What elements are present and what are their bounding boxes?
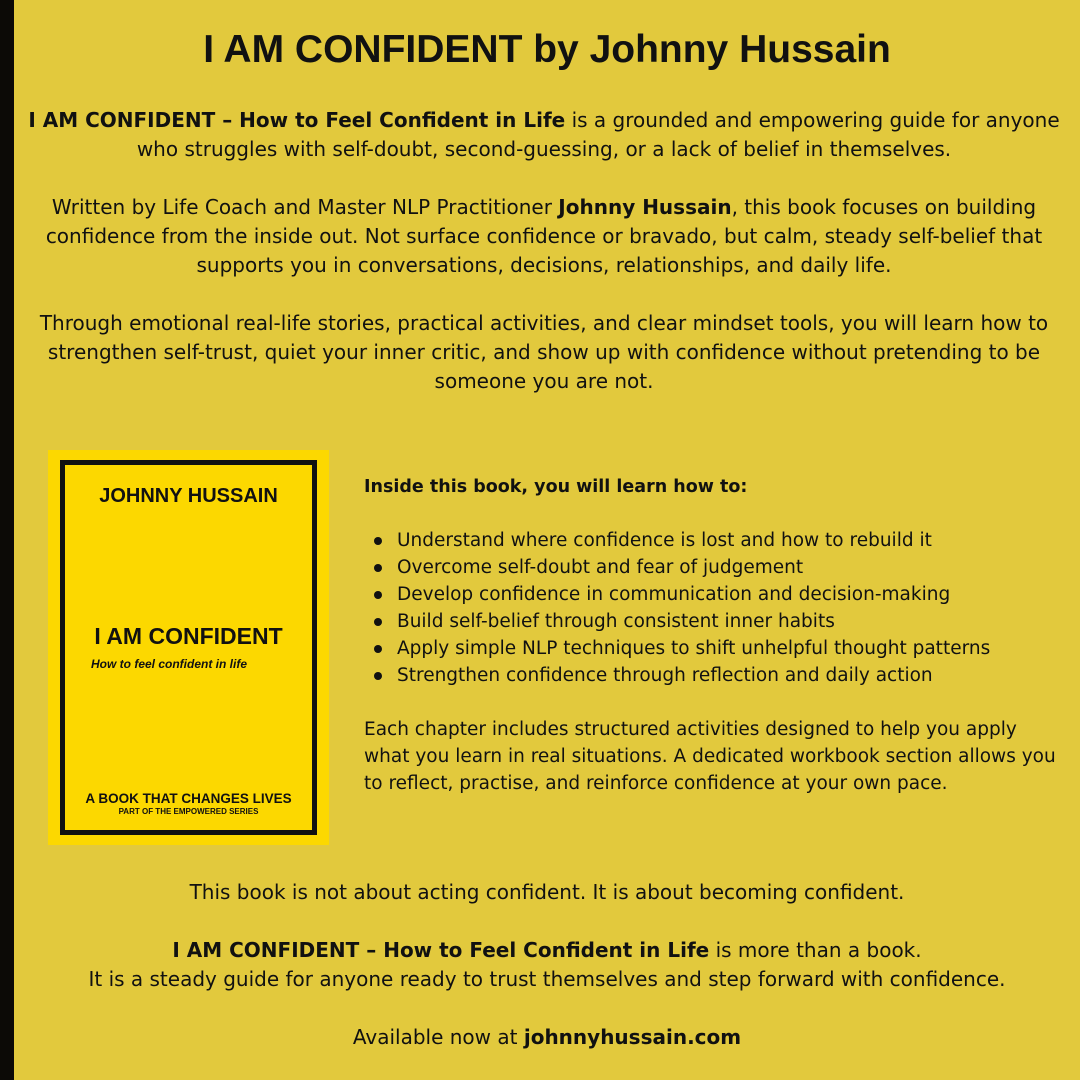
learn-list xyxy=(364,527,1064,689)
bullet-dot-icon xyxy=(374,672,382,680)
learn-section xyxy=(364,474,1064,689)
author-paragraph xyxy=(28,193,1060,280)
learn-item-text: Apply simple NLP techniques to shift unhelpful thought patterns xyxy=(397,638,991,659)
bullet-dot-icon xyxy=(374,645,382,653)
book-cover-frame xyxy=(60,460,317,835)
intro-paragraph xyxy=(28,106,1060,164)
closing-statement: This book is not about acting confident. It is about becoming confident. xyxy=(189,880,905,904)
intro-book-title: I AM CONFIDENT – How to Feel Confident in Life xyxy=(28,108,566,132)
learn-item-text: Strengthen confidence through reflection and daily action xyxy=(397,665,933,686)
learn-item-text: Overcome self-doubt and fear of judgement xyxy=(397,557,804,578)
cover-series: PART OF THE EMPOWERED SERIES xyxy=(118,807,259,816)
learn-item-text: Develop confidence in communication and decision-making xyxy=(397,584,951,605)
book-cover xyxy=(48,450,329,845)
stories-paragraph: Through emotional real-life stories, practical activities, and clear mindset tools, you will learn how to strengthen self-trust, quiet your inner critic, and show up with confidence without pretending to be someone you are not. xyxy=(39,311,1049,393)
learn-list-item xyxy=(364,527,1064,554)
learn-list-item xyxy=(364,635,1064,662)
intro-text: is a grounded and empowering guide for anyone who struggles with self-doubt, second-guessing, or a lack of belief in themselves. xyxy=(136,108,1060,161)
available-prefix: Available now at xyxy=(352,1025,524,1049)
bullet-dot-icon xyxy=(374,537,382,545)
learn-list-item xyxy=(364,662,1064,689)
availability-line xyxy=(14,1023,1080,1052)
cover-title: I AM CONFIDENT xyxy=(94,623,283,649)
author-para-before: Written by Life Coach and Master NLP Practitioner xyxy=(51,195,559,219)
learn-list-item xyxy=(364,581,1064,608)
closing-line2-rest: is more than a book. xyxy=(709,938,922,962)
left-edge-strip xyxy=(0,0,14,1080)
learn-list-item xyxy=(364,554,1064,581)
chapter-description: Each chapter includes structured activities designed to help you apply what you learn in real situations. A dedicated workbook section allows you to reflect, practise, and reinforce confidence at your own pace. xyxy=(364,719,1056,794)
closing-book-title: I AM CONFIDENT – How to Feel Confident in Life xyxy=(172,938,710,962)
website-link[interactable]: johnnyhussain.com xyxy=(523,1025,742,1049)
cover-subtitle: How to feel confident in life xyxy=(91,657,247,671)
bullet-dot-icon xyxy=(374,591,382,599)
cover-author: JOHNNY HUSSAIN xyxy=(99,485,278,507)
bullet-dot-icon xyxy=(374,618,382,626)
closing-line3: It is a steady guide for anyone ready to trust themselves and step forward with confidence. xyxy=(88,967,1006,991)
author-name: Johnny Hussain xyxy=(558,195,732,219)
closing-summary xyxy=(14,936,1080,994)
learn-item-text: Understand where confidence is lost and how to rebuild it xyxy=(397,530,932,551)
learn-item-text: Build self-belief through consistent inner habits xyxy=(397,611,835,632)
learn-list-item xyxy=(364,608,1064,635)
author-para-after: , this book focuses on building confidence from the inside out. Not surface confidence or bravado, but calm, steady self-belief that supports you in conversations, decisions, relationships, and daily life. xyxy=(45,195,1043,277)
page-title: I AM CONFIDENT by Johnny Hussain xyxy=(203,28,891,71)
bullet-dot-icon xyxy=(374,564,382,572)
cover-tagline: A BOOK THAT CHANGES LIVES xyxy=(85,791,292,806)
learn-heading: Inside this book, you will learn how to: xyxy=(364,477,748,497)
